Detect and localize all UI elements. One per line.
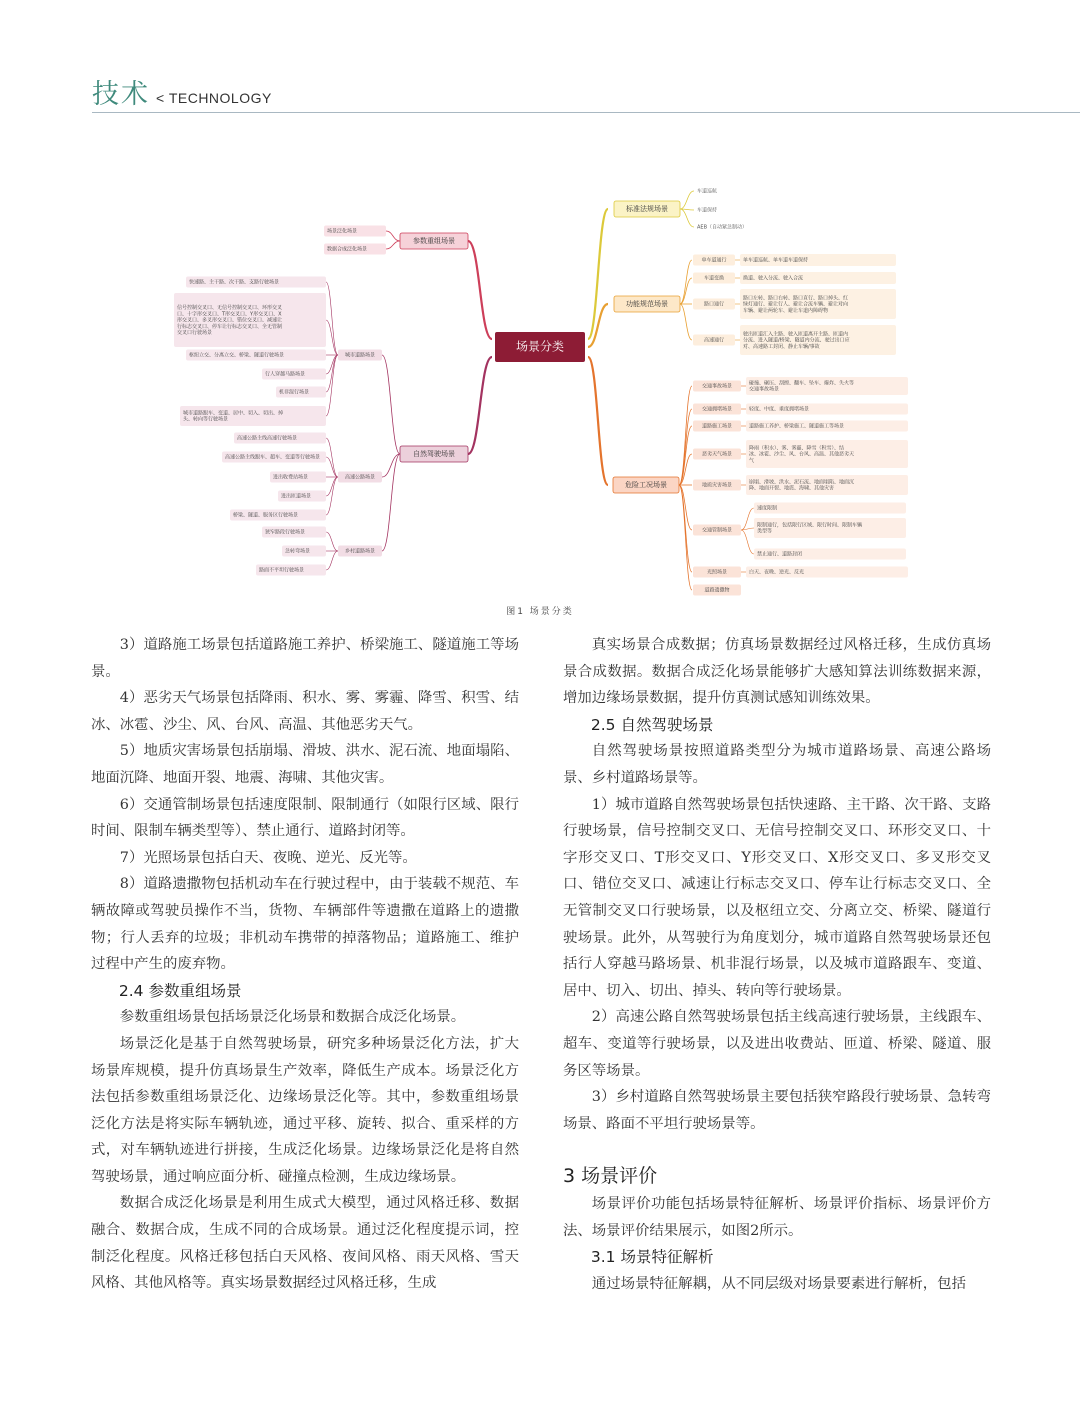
connector-line [679,409,692,485]
branch-label: 参数重组场景 [413,237,455,245]
leaf-text: 车辆、避让两轮车、避让车道内障碍物 [743,307,829,314]
leaf-text: 进出收费站场景 [273,474,309,481]
connector-line [680,209,694,227]
paragraph: 8）道路遗撒物包括机动车在行驶过程中，由于装载不规范、车辆故障或驾驶员操作不当，货物、车辆部件等遗撒在道路上的遗撒物；行人丢弃的垃圾；非机动车携带的掉落物品；道路施工、维护过程中产生的废弃物。 [91,876,519,973]
leaf-text: 信号控制交叉口、无信号控制交叉口、环形交叉 [177,305,283,311]
leaf-text: 降雨（积水）、雾、雾霾、降雪（积雪）、结 [749,445,845,452]
connector-line [382,454,400,551]
sub-label: 单车道通行 [701,257,727,264]
connector-line [386,241,400,249]
leaf-text: 交叉口行驶场景 [177,330,213,336]
paragraph: 自然驾驶场景按照道路类型分为城市道路场景、高速公路场景、乡村道路场景等。 [563,743,991,786]
leaf-text: AEB（自动紧急制动） [697,224,748,231]
scene-classification-mindmap [160,170,920,610]
section-title-en: < TECHNOLOGY [156,90,272,106]
paragraph: 6）交通管制场景包括速度限制、限制通行（如限行区域、限行时间、限制车辆类型等）、禁止通行、道路封闭等。 [91,796,519,840]
leaf-text: 道路施工养护、桥梁施工、隧道施工等场景 [749,423,845,430]
sub-label: 道路施工场景 [701,423,733,430]
sub-label: 交通管制场景 [701,527,733,534]
connector-line [679,485,692,590]
connector-line [468,241,492,339]
center-label: 场景分类 [515,339,565,354]
leaf-text: 驶出匝道汇入主路、驶入匝道离开主路、匝道内 [743,331,849,338]
sub-label: 恶劣天气场景 [701,451,733,458]
leaf-text: 降、地面开裂、地震、海啸、其他灾害 [749,485,835,492]
figure-caption: 图1 场景分类 [506,607,574,617]
leaf-text: 数据合成泛化场景 [327,246,368,253]
paragraph: 1）城市道路自然驾驶场景包括快速路、主干路、次干路、支路行驶场景，信号控制交叉口、无信号控制交叉口、环形交叉口、十字形交叉口、T形交叉口、Y形交叉口、X形交叉口、多叉形交叉口、错位交叉口、减速让行标志交叉口、停车让行标志交叉口、全无管制交叉口行驶场景，以及枢纽立交、分离立交、桥梁、隧道行驶场景。此外，从驾驶行为角度划分，城市道路自然驾驶场景还包括行人穿越马路场景、机非混行场景，以及城市道路跟车、变道、居中、切入、切出、掉头、转向等行驶场景。 [563,796,991,999]
section-title-cn: 技术 [92,79,150,110]
sub-label: 交通拥堵场景 [701,406,733,413]
sub-label: 车道变换 [703,275,725,282]
leaf-text: 桥梁、隧道、服务区行驶场景 [233,512,299,519]
paragraph: 5）地质灾害场景包括崩塌、滑坡、洪水、泥石流、地面塌陷、地面沉降、地面开裂、地震、海啸、其他灾害。 [91,743,519,786]
leaf-text: 场景泛化场景 [327,228,358,235]
leaf-text: 高速公路主线跟车、超车、变道等行驶场景 [225,454,321,461]
connector-line [326,532,338,551]
leaf-text: 机非混行场景 [279,389,310,396]
leaf-text: 禁止通行、道路封闭 [757,551,803,558]
leaf-text: 冰、冰雹、沙尘、风、台风、高温、其他恶劣天 [749,451,855,458]
paragraph: 真实场景合成数据；仿真场景数据经过风格迁移，生成仿真场景合成数据。数据合成泛化场景能够扩大感知算法训练数据来源，增加边缘场景数据，提升仿真测试感知训练效果。 [563,637,991,707]
connector-line [468,357,492,454]
leaf-text: 快速路、主干路、次干路、支路行驶场景 [189,279,280,286]
leaf-text: 狭窄路段行驶场景 [265,529,306,536]
leaf-text: 换道、驶入分流、驶入合流 [743,275,804,282]
section-heading-3-1: 3.1 场景特征解析 [590,1248,714,1267]
connector-line [326,282,338,355]
connector-line [588,357,608,485]
connector-line [326,457,338,477]
paragraph: 4）恶劣天气场景包括降雨、积水、雾、雾霾、降雪、积雪、结冰、冰雹、沙尘、风、台风、高温、其他恶劣天气。 [91,690,519,733]
leaf-text: 路口左转、路口右转、路口直行、路口掉头、红 [743,295,849,302]
leaf-text: 城市道路跟车、变道、居中、切入、切出、掉 [183,410,284,417]
sub-label: 光照场景 [706,569,728,576]
connector-line [741,508,754,530]
leaf-text: 形交叉口、多叉形交叉口、错位交叉口、减速让 [177,317,283,324]
leaf-text: 进出匝道场景 [281,493,312,500]
leaf-text: 崩塌、滑坡、洪水、泥石流、地面塌陷、地面沉 [749,479,855,486]
paragraph: 7）光照场景包括白天、夜晚、逆光、反光等。 [119,849,417,866]
paragraph: 数据合成泛化场景是利用生成式大模型，通过风格迁移、数据融合、数据合成，生成不同的合成场景。通过泛化程度提示词，控制泛化程度。风格迁移包括白天风格、夜间风格、雨天风格、雪天风格、其他风格等。真实场景数据经过风格迁移，生成 [91,1195,519,1292]
branch-label: 自然驾驶场景 [413,450,455,458]
leaf-text: 轻度、中度、重度拥堵场景 [749,406,810,413]
sub-label: 城市道路场景 [344,352,376,359]
paragraph: 通过场景特征解耦，从不同层级对场景要素进行解析，包括 [591,1276,966,1293]
sub-label: 高速通行 [703,337,725,344]
paragraph: 3）道路施工场景包括道路施工养护、桥梁施工、隧道施工等场景。 [91,637,519,680]
leaf-text: 路面不平坦行驶场景 [259,567,305,574]
leaf-text: 单车道巡航、单车道车道保持 [743,257,809,264]
connector-line [326,477,338,496]
leaf-text: 行人穿越马路场景 [265,371,306,378]
leaf-text: 高速公路主线高速行驶场景 [237,435,298,442]
leaf-text: 白天、夜晚、逆光、反光 [749,569,805,576]
paragraph: 3）乡村道路自然驾驶场景主要包括狭窄路段行驶场景、急转弯场景、路面不平坦行驶场景等。 [563,1089,991,1132]
paragraph: 场景评价功能包括场景特征解析、场景评价指标、场景评价方法、场景评价结果展示，如图2所示。 [563,1196,991,1239]
leaf-text: 速度限制 [757,505,778,512]
branch-label: 危险工况场景 [625,481,667,489]
connector-line [382,355,400,454]
leaf-text: 限制通行，包括限行区域、限行时间、限制车辆 [757,522,863,529]
paragraph: 2）高速公路自然驾驶场景包括主线高速行驶场景，主线跟车、超车、变道等行驶场景，以及进出收费站、匝道、桥梁、隧道、服务区等场景。 [563,1009,991,1079]
sub-label: 高速公路场景 [344,474,376,481]
leaf-text: 对、高速路工封闭、静止车辆/事故 [743,343,820,350]
leaf-text: 类型等 [757,528,773,535]
running-header [92,72,272,111]
leaf-text: 交通事故场景 [749,386,780,393]
connector-line [326,320,338,355]
sub-label: 地质灾害场景 [701,482,733,489]
connector-line [326,438,338,477]
spacer [563,1137,991,1161]
branch-label: 标准法规场景 [626,205,668,213]
connector-line [680,191,694,209]
left-column [91,632,519,1297]
right-column [563,632,991,1298]
paragraph: 场景泛化是基于自然驾驶场景，研究多种场景泛化方法，扩大场景库规模，提升仿真场景生产效率，降低生产成本。场景泛化方法包括参数重组场景泛化、边缘场景泛化等。其中，参数重组场景泛化方法是将实际车辆轨迹，通过平移、旋转、拟合、重采样的方式，对车辆轨迹进行拼接，生成泛化场景。边缘场景泛化是将自然驾驶场景，通过响应面分析、碰撞点检测，生成边缘场景。 [91,1035,519,1185]
leaf-text: 气 [749,457,755,464]
leaf-text: 急转弯场景 [285,548,311,555]
leaf-text: 行标志交叉口、停车让行标志交叉口、全无管制 [177,323,283,330]
leaf-text: 绿灯通行、避让行人、避让合流车辆、避让对向 [743,301,849,308]
connector-line [680,260,692,304]
section-heading-2-5: 2.5 自然驾驶场景 [590,715,714,734]
leaf-text: 碰撞、碾压、刮擦、翻车、坠车、爆炸、失火等 [749,380,855,387]
connector-line [326,551,338,570]
leaf-text: 枢纽立交、分离立交、桥梁、隧道行驶场景 [189,352,285,359]
sub-label: 交通事故场景 [701,383,733,390]
connector-line [680,304,692,340]
leaf-text: 分流、进入隧道/桥梁、隧道内分流、驶过出口应 [743,337,850,344]
leaf-text: 车道巡航 [697,188,718,195]
leaf-text: 车道保持 [697,207,718,214]
leaf-text: 口、十字形交叉口、T形交叉口、Y形交叉口、X [177,311,282,318]
sub-label: 路口通行 [703,301,725,308]
connector-line [386,231,400,241]
branch-label: 功能规范场景 [626,300,668,308]
connector-line [741,530,754,554]
sub-label: 道路遗撒物 [704,587,730,594]
paragraph: 参数重组场景包括场景泛化场景和数据合成泛化场景。 [119,1009,466,1026]
connector-line [588,304,608,347]
connector-line [588,209,608,339]
header-rule [92,112,1080,113]
connector-line [326,477,338,515]
section-heading-2-4: 2.4 参数重组场景 [118,981,242,1000]
leaf-text: 头、转向等行驶场景 [183,416,229,423]
section-heading-3: 3 场景评价 [563,1165,658,1188]
sub-label: 乡村道路场景 [344,548,376,555]
